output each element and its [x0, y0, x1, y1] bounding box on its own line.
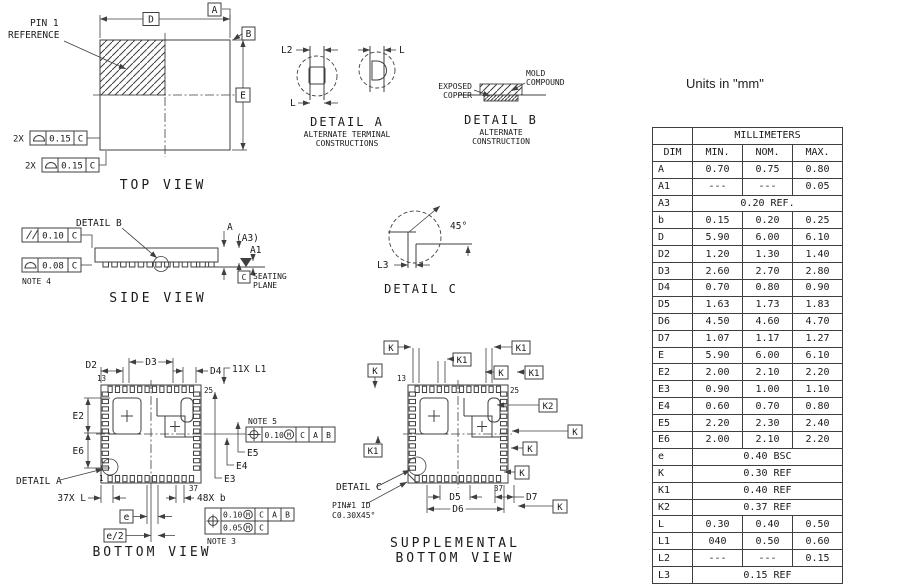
table-cell: 0.50	[793, 516, 843, 533]
table-cell: 1.00	[743, 381, 793, 398]
table-cell: 0.05	[793, 178, 843, 195]
table-row	[653, 465, 843, 482]
detail-a-title: DETAIL A	[310, 115, 384, 129]
detail-a	[281, 45, 405, 148]
table-cell: 0.40 REF	[693, 482, 843, 499]
tolerance-frame-top-2	[25, 151, 106, 172]
table-row	[653, 280, 843, 297]
dim-e4-label: E4	[236, 461, 248, 472]
table-cell: 1.27	[793, 330, 843, 347]
dim-k-label: K	[527, 445, 533, 455]
table-cell: 2.20	[793, 432, 843, 449]
table-row	[653, 296, 843, 313]
table-row	[653, 212, 843, 229]
bottom-view	[16, 357, 335, 560]
dim-k1-label: K1	[528, 369, 540, 379]
tolerance-value: 0.10	[264, 431, 284, 440]
dim-l-label: L	[399, 45, 405, 56]
dim-k-label: K	[388, 344, 394, 354]
table-cell: 1.07	[693, 330, 743, 347]
note-4: NOTE 4	[22, 277, 51, 286]
dim-d7-label: D7	[526, 492, 538, 503]
supplemental-view-title: BOTTOM VIEW	[395, 551, 515, 566]
tolerance-value: 0.15	[49, 134, 71, 145]
tolerance-frame-parallelism	[22, 228, 92, 248]
tolerance-datum: C	[77, 134, 84, 145]
table-cell: 2.30	[743, 415, 793, 432]
pin-25: 25	[510, 386, 520, 395]
tolerance-value: 0.05	[223, 523, 243, 533]
table-corner-cell	[653, 128, 693, 145]
table-cell: 0.60	[693, 398, 743, 415]
table-cell: 0.80	[793, 161, 843, 178]
tolerance-datum: A	[313, 431, 318, 440]
table-cell: 2.70	[743, 263, 793, 280]
table-cell: 0.15 REF	[693, 567, 843, 584]
dim-d2-label: D2	[85, 360, 97, 371]
mmc-letter: M	[246, 511, 250, 519]
note-5: NOTE 5	[248, 417, 277, 426]
table-cell: 0.90	[793, 280, 843, 297]
tolerance-datum: B	[326, 431, 331, 440]
top-view	[8, 3, 255, 193]
table-cell: 2.20	[693, 415, 743, 432]
table-cell: 0.20	[743, 212, 793, 229]
table-cell: 1.83	[793, 296, 843, 313]
dim-l2-label: L2	[281, 45, 293, 56]
tolerance-datum: C	[89, 161, 96, 172]
tolerance-datum: C	[259, 510, 264, 520]
dim-d-label: D	[148, 14, 154, 26]
note-3: NOTE 3	[207, 537, 236, 546]
table-cell: E3	[653, 381, 693, 398]
side-view-title: SIDE VIEW	[109, 291, 207, 306]
table-row	[653, 448, 843, 465]
table-row	[653, 432, 843, 449]
table-cell: 0.70	[743, 398, 793, 415]
seating-plane-label: PLANE	[253, 281, 278, 290]
dim-d5-label: D5	[449, 492, 461, 503]
table-cell: D6	[653, 313, 693, 330]
tolerance-frame-profile	[22, 258, 92, 272]
table-cell: D	[653, 229, 693, 246]
table-row	[653, 516, 843, 533]
table-row	[653, 229, 843, 246]
dim-l1-label: 11X L1	[232, 364, 267, 375]
table-cell: ---	[743, 550, 793, 567]
table-cell: e	[653, 448, 693, 465]
table-cell: L2	[653, 550, 693, 567]
tolerance-frame-note5	[205, 417, 335, 442]
table-row	[653, 246, 843, 263]
pin1-reference-label: REFERENCE	[8, 30, 60, 41]
table-cell: 1.20	[693, 246, 743, 263]
table-header-row	[653, 128, 843, 145]
table-cell: 0.25	[793, 212, 843, 229]
table-cell: 1.17	[743, 330, 793, 347]
table-cell: 1.73	[743, 296, 793, 313]
detail-a-callout-circle	[102, 459, 118, 475]
table-cell: E2	[653, 364, 693, 381]
table-cell: 040	[693, 533, 743, 550]
pin1-hatch-region	[100, 40, 165, 95]
table-cell: ---	[693, 178, 743, 195]
table-column-nom: NOM.	[743, 144, 793, 161]
table-cell: D2	[653, 246, 693, 263]
tolerance-qty: 2X	[13, 134, 24, 145]
table-title-cell: MILLIMETERS	[693, 128, 843, 145]
dim-k1-label: K1	[456, 356, 468, 366]
table-row	[653, 263, 843, 280]
table-cell: L1	[653, 533, 693, 550]
table-cell: 0.30 REF	[693, 465, 843, 482]
pin-37: 37	[189, 484, 199, 493]
table-cell: D5	[653, 296, 693, 313]
detail-b-subtitle: ALTERNATE	[479, 128, 523, 137]
dim-a1-label: A1	[250, 245, 262, 256]
dim-d6-label: D6	[452, 504, 464, 515]
exposed-copper-label: COPPER	[443, 91, 472, 100]
table-column-max: MAX.	[793, 144, 843, 161]
side-view	[22, 218, 287, 306]
table-row	[653, 313, 843, 330]
table-cell: 0.75	[743, 161, 793, 178]
table-cell: 6.10	[793, 229, 843, 246]
dim-37x-l-label: 37X L	[57, 493, 86, 504]
table-row	[653, 347, 843, 364]
dim-e-label: E	[240, 90, 246, 102]
datum-c-label: C	[241, 273, 247, 282]
table-cell: L3	[653, 567, 693, 584]
table-cell: 2.00	[693, 432, 743, 449]
table-cell: 0.37 REF	[693, 499, 843, 516]
table-cell: b	[653, 212, 693, 229]
dim-e-half-label: e/2	[106, 531, 124, 542]
detail-b	[438, 69, 564, 146]
table-cell: 0.40 BSC	[693, 448, 843, 465]
top-view-title: TOP VIEW	[119, 178, 207, 193]
table-cell: 5.90	[693, 229, 743, 246]
dim-k-label: K	[557, 503, 563, 513]
pin1-id-label: C0.30X45°	[332, 511, 376, 520]
table-row	[653, 178, 843, 195]
tolerance-value: 0.10	[42, 231, 64, 242]
table-cell: 0.30	[693, 516, 743, 533]
table-cell: 6.00	[743, 229, 793, 246]
table-cell: D7	[653, 330, 693, 347]
tolerance-frame-note3	[205, 508, 294, 546]
table-cell: E6	[653, 432, 693, 449]
table-cell: 2.40	[793, 415, 843, 432]
tolerance-datum: C	[71, 261, 78, 272]
tolerance-value: 0.15	[61, 161, 83, 172]
dim-k2-label: K2	[542, 402, 554, 412]
dim-d3-label: D3	[145, 357, 157, 368]
supplemental-bottom-view	[332, 341, 582, 566]
pin-13: 13	[97, 374, 107, 383]
table-row	[653, 550, 843, 567]
dim-k-label: K	[519, 469, 525, 479]
detail-a-subtitle: ALTERNATE TERMINAL	[303, 130, 391, 139]
tolerance-frame-top-1	[13, 131, 100, 145]
pin1-id-label: PIN#1 ID	[332, 501, 371, 510]
table-cell: 2.10	[743, 364, 793, 381]
table-cell: 1.30	[743, 246, 793, 263]
dim-l-label: L	[290, 98, 296, 109]
tolerance-value: 0.10	[223, 510, 243, 520]
table-cell: D4	[653, 280, 693, 297]
pin-37: 37	[494, 484, 504, 493]
table-cell: 2.00	[693, 364, 743, 381]
dim-k-label: K	[372, 367, 378, 377]
table-column-min: MIN.	[693, 144, 743, 161]
table-row	[653, 533, 843, 550]
table-row	[653, 381, 843, 398]
table-cell: E	[653, 347, 693, 364]
dim-a3-label: (A3)	[236, 233, 259, 244]
table-cell: K	[653, 465, 693, 482]
angle-45-label: 45°	[450, 221, 468, 232]
bottom-view-title: BOTTOM VIEW	[92, 545, 212, 560]
table-cell: 0.50	[743, 533, 793, 550]
table-cell: D3	[653, 263, 693, 280]
pin-25: 25	[204, 386, 214, 395]
dimension-table	[652, 127, 843, 584]
tolerance-datum: C	[259, 523, 264, 533]
tolerance-qty: 2X	[25, 161, 36, 172]
table-row	[653, 161, 843, 178]
table-cell: 2.60	[693, 263, 743, 280]
tolerance-datum: B	[285, 510, 290, 520]
detail-b-callout: DETAIL B	[76, 218, 122, 229]
tolerance-datum: A	[272, 510, 277, 520]
table-column-dim: DIM	[653, 144, 693, 161]
table-cell: 2.10	[743, 432, 793, 449]
dim-a-label: A	[227, 222, 233, 233]
mmc-letter: M	[246, 524, 250, 532]
dim-e-label: e	[123, 512, 130, 523]
detail-b-title: DETAIL B	[464, 113, 538, 127]
datum-a-label: A	[211, 5, 218, 16]
seating-plane-label: SEATING	[253, 272, 287, 281]
dim-k1-label: K1	[515, 344, 527, 354]
table-cell: 4.50	[693, 313, 743, 330]
dim-l3-label: L3	[377, 260, 389, 271]
tolerance-value: 0.08	[42, 261, 64, 272]
table-cell: 6.10	[793, 347, 843, 364]
table-cell: 0.15	[693, 212, 743, 229]
table-cell: A3	[653, 195, 693, 212]
table-cell: 4.60	[743, 313, 793, 330]
dim-48x-b-label: 48X b	[197, 493, 226, 504]
tolerance-datum: C	[71, 231, 78, 242]
table-cell: E4	[653, 398, 693, 415]
table-cell: K1	[653, 482, 693, 499]
table-cell: A	[653, 161, 693, 178]
table-cell: 1.40	[793, 246, 843, 263]
table-cell: 4.70	[793, 313, 843, 330]
dim-e5-label: E5	[247, 448, 259, 459]
table-cell: ---	[693, 550, 743, 567]
table-cell: L	[653, 516, 693, 533]
exposed-copper-label: EXPOSED	[438, 82, 472, 91]
detail-c-title: DETAIL C	[384, 282, 458, 296]
table-row	[653, 330, 843, 347]
table-cell: 0.80	[743, 280, 793, 297]
table-cell: 2.80	[793, 263, 843, 280]
dim-e2-label: E2	[72, 411, 84, 422]
table-cell: 0.70	[693, 280, 743, 297]
dim-e3-label: E3	[224, 474, 236, 485]
mold-compound-label: COMPOUND	[526, 78, 565, 87]
table-cell: 1.63	[693, 296, 743, 313]
detail-a-callout: DETAIL A	[16, 476, 62, 487]
dim-d4-label: D4	[210, 366, 222, 377]
mold-compound-region	[480, 84, 522, 95]
datum-target-icon	[240, 258, 252, 267]
pin-1: 1	[99, 474, 104, 483]
table-row	[653, 415, 843, 432]
table-row	[653, 499, 843, 516]
dim-k-label: K	[498, 369, 504, 379]
pin-13: 13	[396, 374, 406, 383]
detail-c	[377, 206, 472, 296]
table-cell: 0.60	[793, 533, 843, 550]
table-cell: 1.10	[793, 381, 843, 398]
dim-k-label: K	[572, 428, 578, 438]
table-cell: 0.40	[743, 516, 793, 533]
table-cell: 2.20	[793, 364, 843, 381]
table-row	[653, 482, 843, 499]
datum-b-label: B	[245, 29, 252, 40]
table-cell: 0.90	[693, 381, 743, 398]
table-row	[653, 195, 843, 212]
mmc-letter: M	[287, 431, 291, 439]
dim-e6-label: E6	[72, 446, 84, 457]
tolerance-datum: C	[300, 431, 305, 440]
mold-compound-label: MOLD	[526, 69, 546, 78]
table-cell: 0.80	[793, 398, 843, 415]
table-cell: 5.90	[693, 347, 743, 364]
table-cell: 0.20 REF.	[693, 195, 843, 212]
table-cell: 6.00	[743, 347, 793, 364]
table-row	[653, 398, 843, 415]
table-cell: A1	[653, 178, 693, 195]
table-cell: 0.70	[693, 161, 743, 178]
table-cell: ---	[743, 178, 793, 195]
table-cell: K2	[653, 499, 693, 516]
detail-b-subtitle: CONSTRUCTION	[472, 137, 530, 146]
dim-k1-label: K1	[367, 447, 379, 457]
table-cell: 0.15	[793, 550, 843, 567]
pin1-reference-label: PIN 1	[30, 18, 59, 29]
table-header-row	[653, 144, 843, 161]
supplemental-view-title: SUPPLEMENTAL	[390, 536, 520, 551]
table-row	[653, 364, 843, 381]
table-cell: E5	[653, 415, 693, 432]
units-note: Units in "mm"	[686, 76, 764, 91]
detail-c-callout: DETAIL C	[336, 482, 382, 493]
detail-a-subtitle: CONSTRUCTIONS	[315, 139, 379, 148]
table-row	[653, 567, 843, 584]
